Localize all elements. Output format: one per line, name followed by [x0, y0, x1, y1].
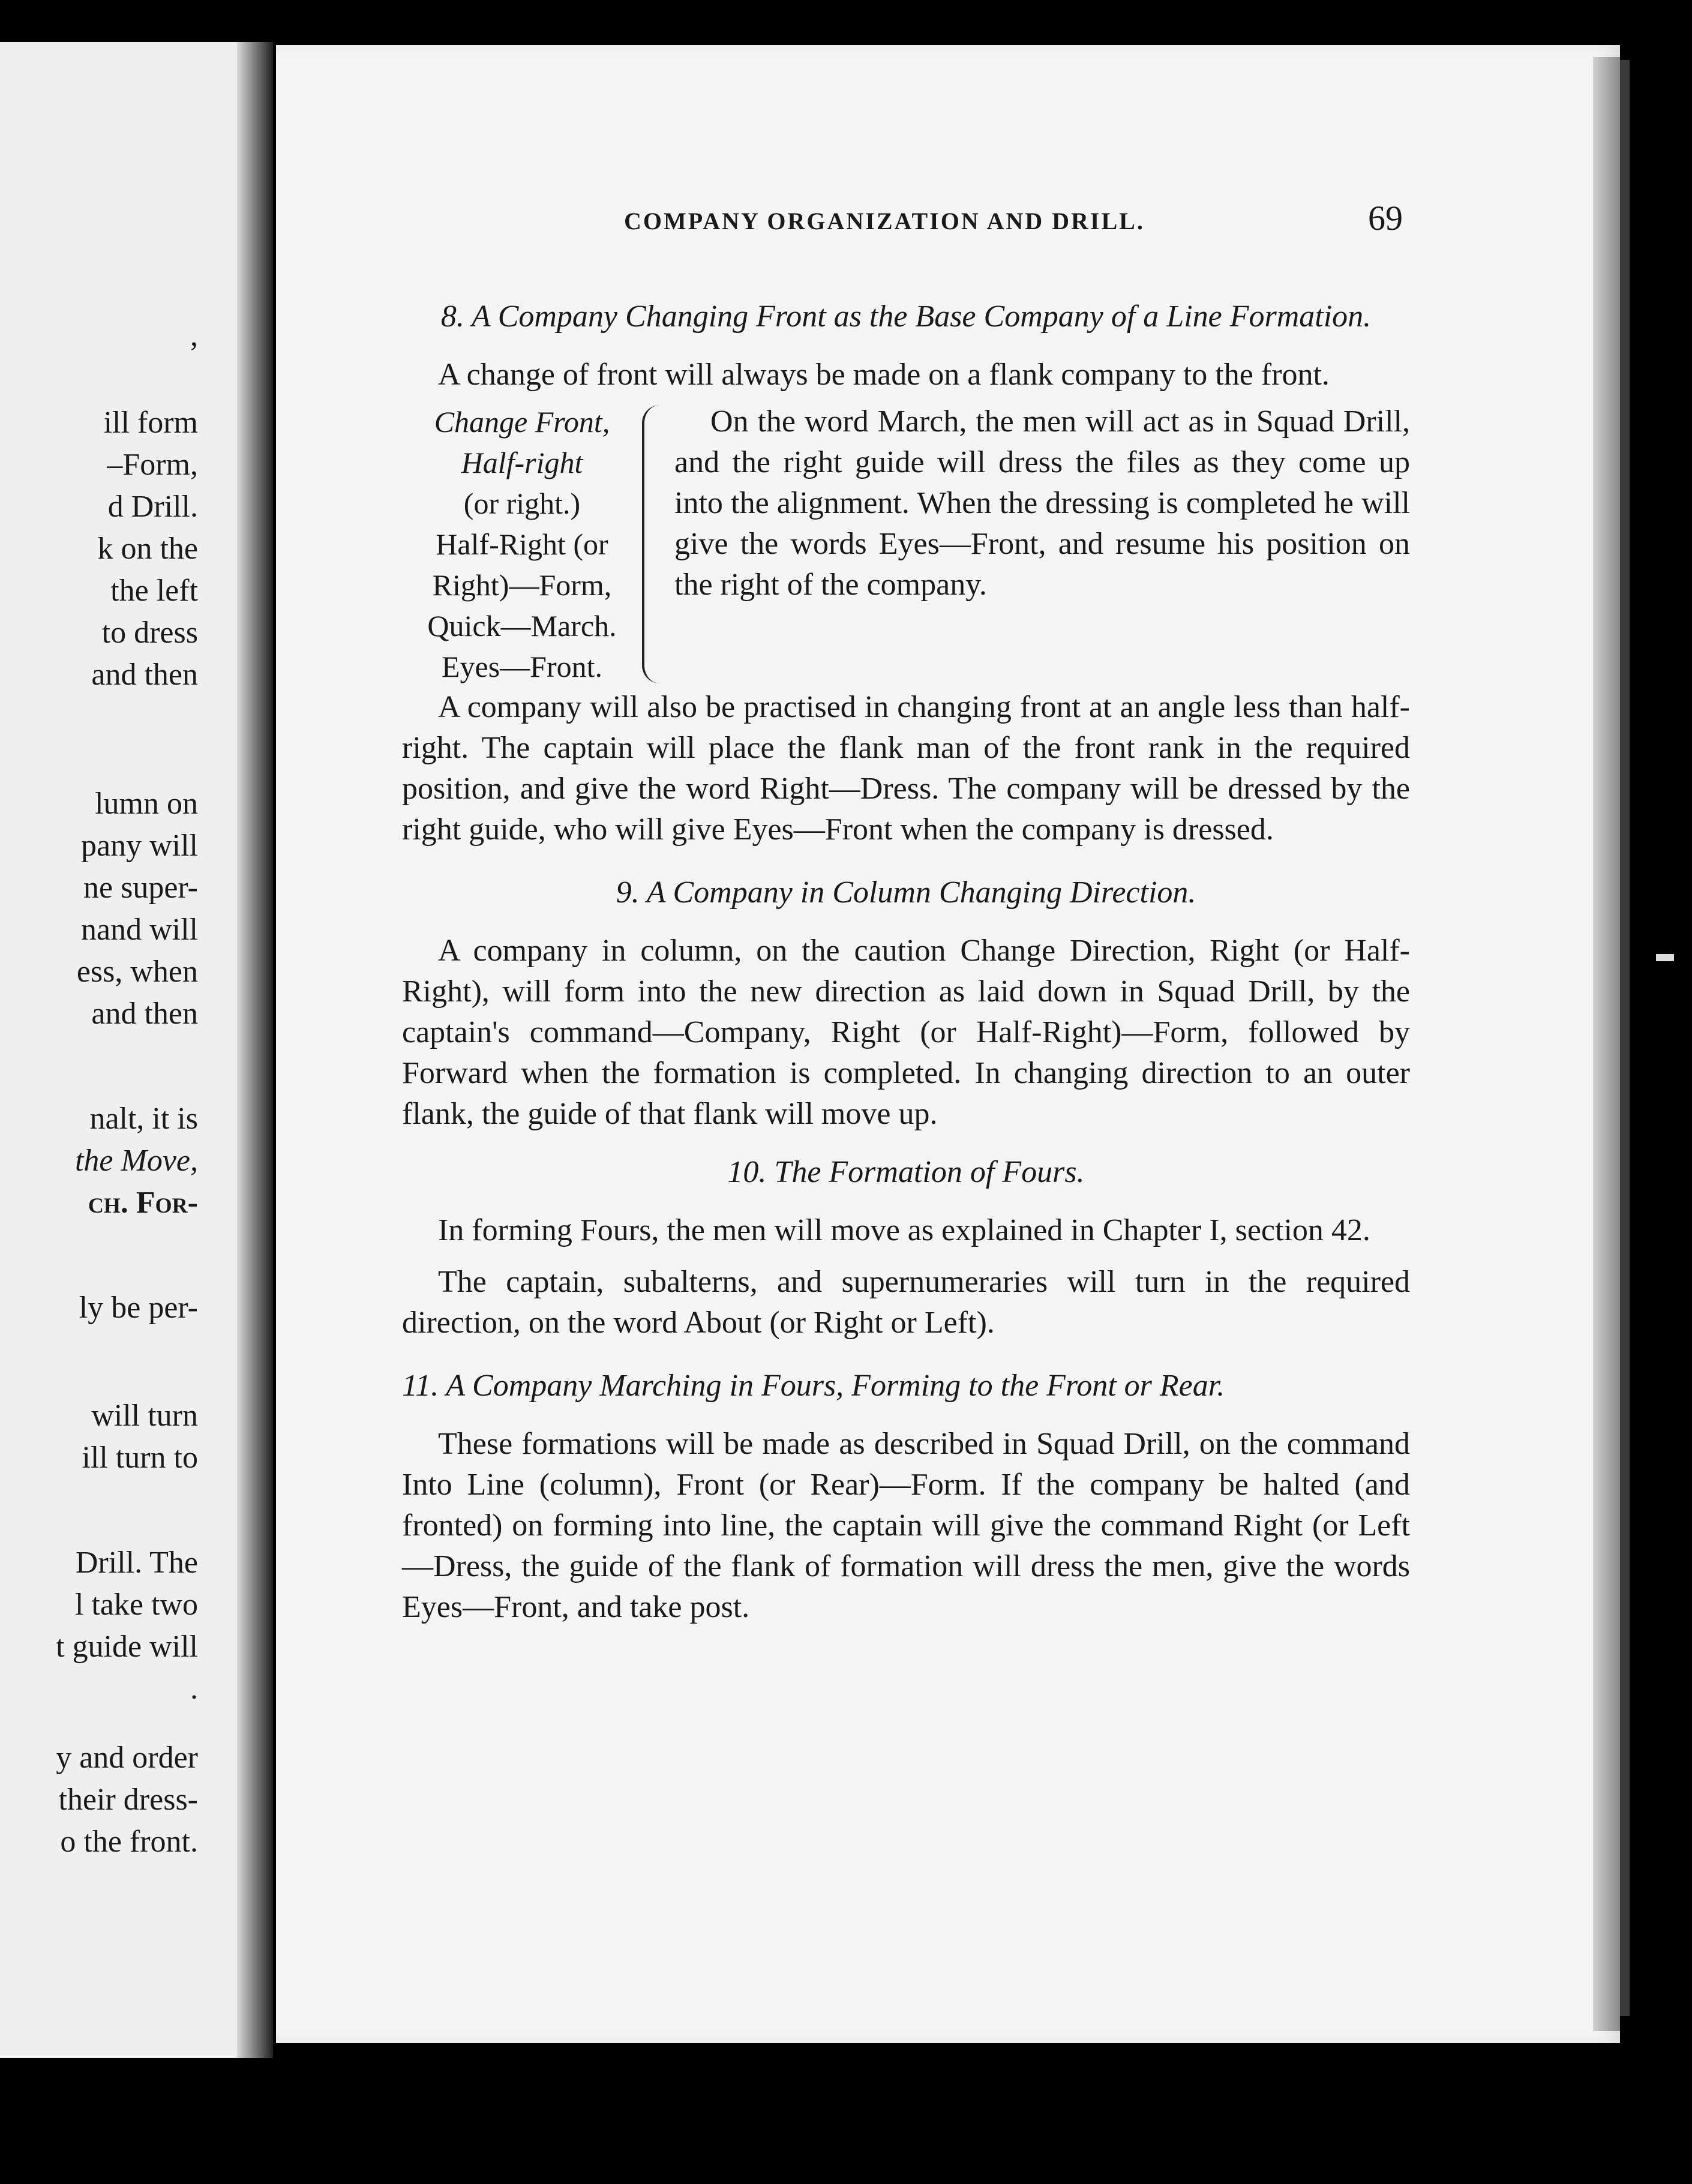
left-fragment: their dress- [58, 1783, 198, 1817]
left-fragment: pany will [81, 829, 198, 863]
page-number: 69 [1368, 199, 1403, 238]
brace [642, 405, 668, 683]
section-11-heading [402, 1366, 1410, 1406]
left-fragment: . [190, 1672, 198, 1706]
left-fragment: and then [91, 997, 198, 1031]
left-fragment: –Form, [107, 448, 198, 482]
left-fragment: ill form [103, 406, 198, 440]
left-fragment: ch. For- [88, 1186, 198, 1220]
left-fragment: y and order [56, 1741, 198, 1775]
command-line: Half-Right (or [436, 527, 608, 561]
left-fragment: Drill. The [75, 1546, 198, 1580]
section-8-paragraph-1: A change of front will always be made on a flank company to the front. [438, 358, 1330, 392]
left-fragment: l take two [74, 1588, 198, 1622]
section-8-heading-text: 8. A Company Changing Front as the Base Company of a Line Formation. [440, 299, 1372, 334]
command-line: Right)—Form, [432, 568, 612, 602]
left-fragment: o the front. [60, 1825, 198, 1859]
left-fragment: the Move, [74, 1144, 198, 1178]
left-fragment: , [190, 319, 198, 353]
left-fragment: t guide will [56, 1630, 198, 1664]
command-line: Half-right [461, 446, 583, 479]
left-fragment: ly be per- [79, 1291, 198, 1325]
left-fragment: ne super- [83, 871, 198, 905]
page-edge-shadow [1593, 57, 1620, 2031]
section-8-paragraph-2: A company will also be practised in changing front at an angle less than half-right. The captain will place the flank man of the front rank in the required position, and give the word Right—Dress. The company will be dressed by the right guide, who will give Eyes—Front when the company is dressed. [402, 690, 1410, 847]
left-page [0, 42, 270, 2058]
left-fragment: and then [91, 658, 198, 692]
section-10-paragraph-1: In forming Fours, the men will move as explained in Chapter I, section 42. [438, 1213, 1370, 1247]
command-block [402, 401, 1410, 687]
left-fragment: k on the [97, 532, 198, 566]
section-9-paragraph: A company in column, on the caution Change Direction, Right (or Half-Right), will form into the new direction as laid down in Squad Drill, by the captain's command—Company, Right (or Half-Right)—Form, followed by Forward when the formation is completed. In changing direction to an outer flank, the guide of that flank will move up. [402, 934, 1410, 1131]
book-gutter [237, 42, 273, 2058]
left-fragment: ess, when [76, 955, 198, 989]
command-list [402, 401, 642, 687]
left-fragment: the left [110, 574, 198, 608]
section-9-heading [402, 873, 1410, 913]
section-10-heading-text: 10. The Formation of Fours. [727, 1155, 1085, 1189]
command-line: Change Front, [434, 405, 610, 439]
page-content [402, 297, 1410, 1628]
left-fragment: nalt, it is [89, 1102, 198, 1136]
section-8-heading [402, 297, 1410, 337]
left-fragment: will turn [91, 1399, 198, 1433]
left-fragment: lumn on [95, 787, 198, 821]
section-11-heading-text: 11. A Company Marching in Fours, Forming to the Front or Rear. [402, 1369, 1225, 1403]
scan-speck [1656, 954, 1674, 961]
command-explanation: On the word March, the men will act as in Squad Drill, and the right guide will dress the files as they come up into the alignment. When the dressing is completed he will give the words Eyes—Front, and resume his position on the right of the company. [674, 404, 1410, 602]
left-fragment: to dress [101, 616, 198, 650]
section-11-paragraph: These formations will be made as described in Squad Drill, on the command Into Line (column), Front (or Rear)—Form. If the company be halted (and fronted) on forming into line, the captain will give the command Right (or Left—Dress, the guide of the flank of formation will dress the men, give the words Eyes—Front, and take post. [402, 1427, 1410, 1624]
left-fragment: d Drill. [107, 490, 198, 524]
page-edge [1620, 60, 1630, 2016]
command-line: (or right.) [463, 487, 581, 520]
command-line: Quick—March. [427, 609, 617, 643]
section-9-heading-text: 9. A Company in Column Changing Direction. [616, 875, 1196, 910]
running-header: COMPANY ORGANIZATION AND DRILL. [624, 208, 1145, 235]
section-10-paragraph-2: The captain, subalterns, and supernumeraries will turn in the required direction, on the word About (or Right or Left). [402, 1265, 1410, 1340]
section-10-heading [402, 1153, 1410, 1192]
command-line: Eyes—Front. [441, 650, 603, 683]
left-fragment: ill turn to [82, 1441, 198, 1475]
left-fragment: nand will [81, 913, 198, 947]
